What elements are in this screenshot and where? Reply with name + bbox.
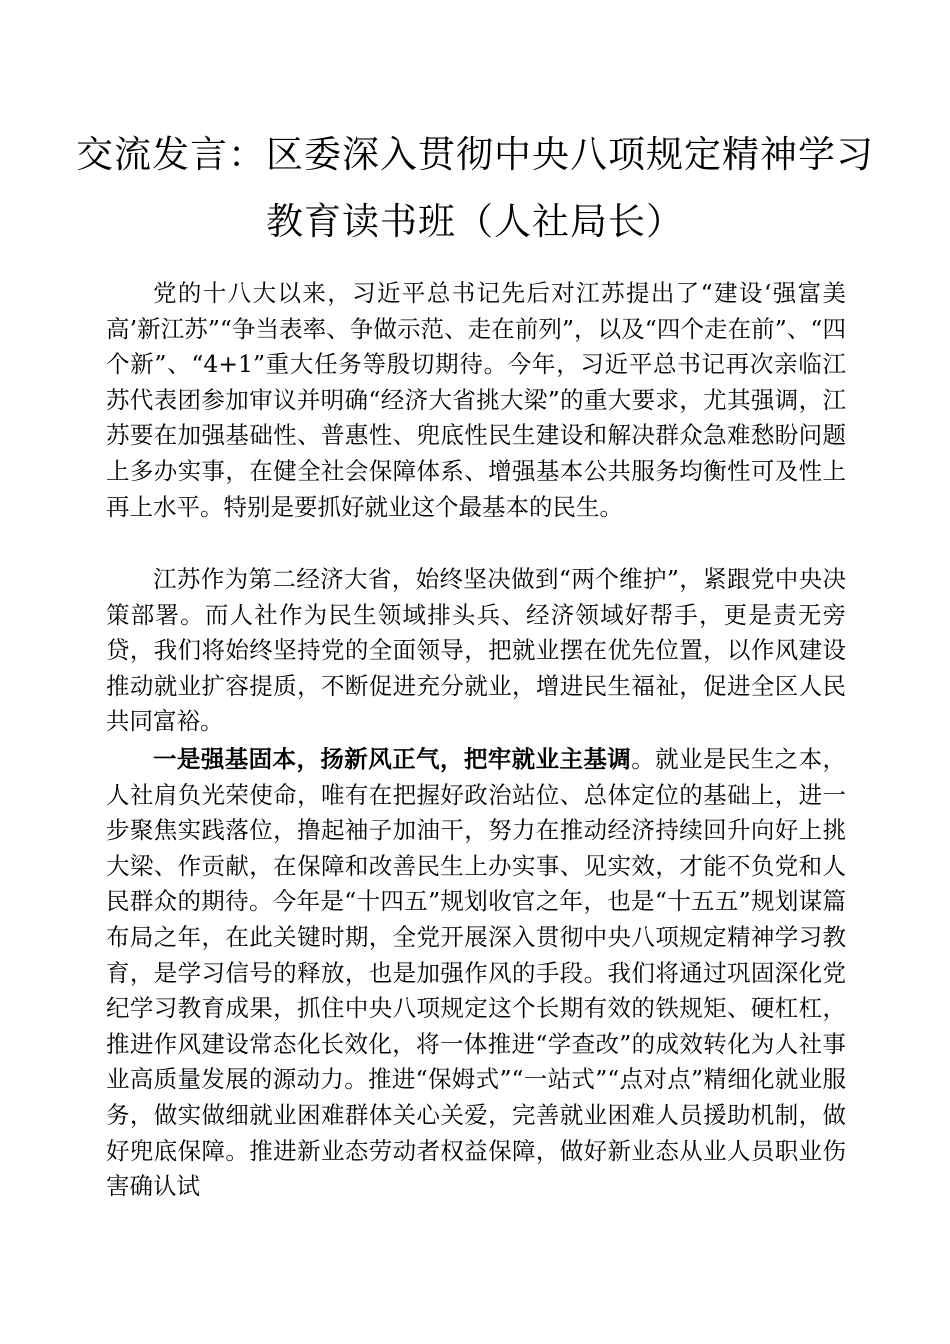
paragraph-3	[106, 742, 846, 1205]
document-title-line-1: 交流发言：区委深入贯彻中央八项规定精神学习	[76, 133, 874, 176]
paragraph-2-text: 江苏作为第二经济大省，始终坚决做到“两个维护”，紧跟党中央决策部署。而人社作为民生领域排头兵、经济领域好帮手，更是责无旁贷，我们将始终坚持党的全面领导，把就业摆在优先位置，以作风建设推动就业扩容提质，不断促进充分就业，增进民生福祉，促进全区人民共同富裕。	[106, 565, 846, 736]
document-title-line-2: 教育读书班（人社局长）	[266, 200, 684, 243]
paragraph-3-text: 。就业是民生之本，人社肩负光荣使命，唯有在把握好政治站位、总体定位的基础上，进一步聚焦实践落位，撸起袖子加油干，努力在推动经济持续回升向好上挑大梁、作贡献，在保障和改善民生上办实事、见实效，才能不负党和人民群众的期待。今年是“十四五”规划收官之年，也是“十五五”规划谋篇布局之年，在此关键时期，全党开展深入贯彻中央八项规定精神学习教育，是学习信号的释放，也是加强作风的手段。我们将通过巩固深化党纪学习教育成果，抓住中央八项规定这个长期有效的铁规矩、硬杠杠，推进作风建设常态化长效化，将一体推进“学查改”的成效转化为人社事业高质量发展的源动力。推进“保姆式”“一站式”“点对点”精细化就业服务，做实做细就业困难群体关心关爱，完善就业困难人员援助机制，做好兜底保障。推进新业态劳动者权益保障，做好新业态从业人员职业伤害确认试	[106, 745, 847, 1201]
paragraph-1	[106, 276, 846, 525]
paragraph-3-bold-heading: 一是强基固本，扬新风正气，把牢就业主基调	[153, 745, 632, 773]
paragraph-2	[106, 562, 846, 740]
paragraph-1-text: 党的十八大以来，习近平总书记先后对江苏提出了“建设‘强富美高’新江苏”“争当表率、争做示范、走在前列”，以及“四个走在前”、“四个新”、“4+1”重大任务等殷切期待。今年，习近平总书记再次亲临江苏代表团参加审议并明确“经济大省挑大梁”的重大要求，尤其强调，江苏要在加强基础性、普惠性、兜底性民生建设和解决群众急难愁盼问题上多办实事，在健全社会保障体系、增强基本公共服务均衡性可及性上再上水平。特别是要抓好就业这个最基本的民生。	[106, 279, 846, 521]
